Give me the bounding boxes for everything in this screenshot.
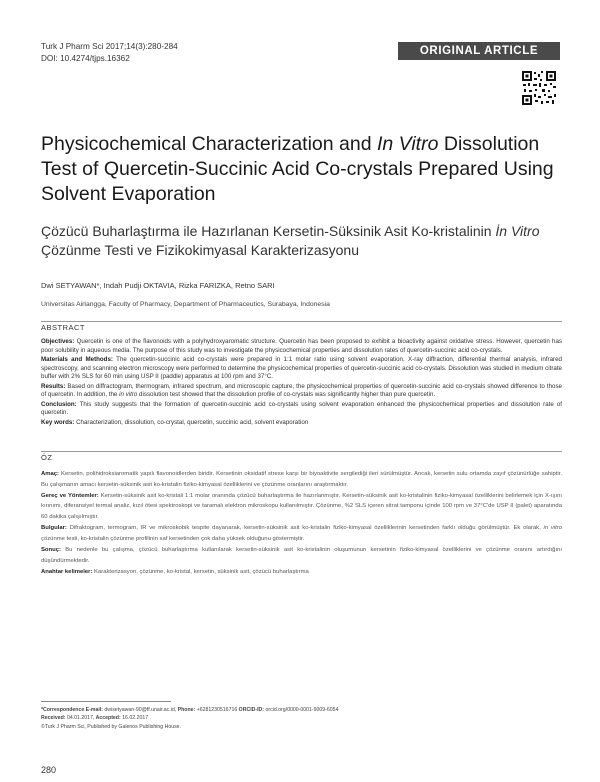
orcid-label: ORCID-ID: — [237, 707, 265, 713]
phone-label: Phone: — [176, 707, 196, 713]
anahtar-text: Karakterizasyon, çözünme, ko-kristal, kersetin, süksinik asit, çözücü buharlaştırma — [92, 568, 309, 575]
results-label: Results: — [41, 382, 66, 390]
keywords-label: Key words: — [41, 418, 75, 426]
abstract-methods — [41, 356, 562, 382]
orcid-value[interactable]: orcid.org/0000-0001-9009-6054 — [264, 707, 339, 713]
copyright-line: ©Turk J Pharm Sci, Published by Galenos Publishing House. — [41, 723, 182, 730]
methods-text: The quercetin-succinic acid co-crystals were prepared in 1:1 molar ratio using solvent evaporation. X-ray diffraction, differential thermal analysis, infrared spectroscopy, and scanning electron microscopy were performed to determine the physicochemical properties of quercetin-succinic acid co-crystals. Dissolution was studied in medium citrate buffer with 2% SLS for 60 min using USP II (paddle) apparatus at 100 rpm and 37°C. — [41, 356, 562, 381]
bulgular-text-pre: Difraktogram, termogram, IR ve mikroskobik tespite dayanarak, kersetin-süksinik asit ko-kristalin fiziko-kimyasal özelliklerinin kersetinden farklı olduğu görülmüştür. Ek olarak, — [66, 525, 544, 532]
abstract-heading-bar — [41, 321, 562, 334]
abstract-objectives — [41, 338, 562, 355]
gerec-label: Gereç ve Yöntemler: — [41, 492, 99, 499]
oz-gerec — [41, 491, 562, 523]
conclusion-label: Conclusion: — [41, 400, 77, 408]
objectives-label: Objectives: — [41, 338, 75, 345]
abstract-keywords — [41, 419, 562, 428]
title-italic: In Vitro — [377, 133, 439, 155]
article-type-banner — [398, 42, 560, 60]
abstract-heading: ABSTRACT — [41, 323, 86, 332]
phone-value: +6281230516716 — [195, 707, 238, 713]
title-part2: Dissolution Test of Quercetin-Succinic Acid Co-crystals Prepared Using Solvent Evaporation — [41, 133, 554, 205]
subtitle-italic: İn Vitro — [495, 223, 540, 239]
results-text-post: dissolution test showed that the dissolution profile of co-crystals was significantly higher than pure quercetin. — [137, 391, 436, 399]
article-subtitle-turkish — [41, 222, 571, 260]
corr-label: *Correspondence E-mail: — [41, 707, 103, 713]
authors-line: Dwi SETYAWAN*, Indah Pudji OKTAVIA, Rizka FARIZKA, Retno SARI — [41, 281, 275, 290]
subtitle-part2: Çözünme Testi ve Fizikokimyasal Karakterizasyonu — [41, 242, 359, 258]
received-value: 04.01.2017, — [65, 715, 95, 722]
page-number: 280 — [41, 765, 57, 775]
oz-body — [41, 469, 562, 578]
results-italic: in vitro — [119, 391, 138, 399]
oz-amac — [41, 469, 562, 490]
journal-line: Turk J Pharm Sci 2017;14(3):280-284 — [41, 42, 178, 51]
gerec-text: Kersetin-süksinik asit ko-kristali 1:1 molar oranında çözücü buharlaştırma ile hazırlanmıştır. Kersetin-süksinik asit ko-kristalinin fiziko-kimyasal özelliklerini belirlemek için X-ışını kırınımı, diferansiyel termal analiz, kızıl ötesi spektroskopi ve taramalı elektron mikroskopu kullanılmıştır. Çözünme, %2 SLS içeren sitrat tamponu içinde 100 rpm ve 37°C'de USP II (palet) aparatında 60 dakika çalışılmıştır. — [41, 492, 562, 520]
bulgular-label: Bulgular: — [41, 525, 67, 532]
abstract-conclusion — [41, 401, 562, 418]
anahtar-label: Anahtar kelimeler: — [41, 568, 93, 575]
oz-anahtar — [41, 567, 562, 578]
keywords-text: Characterization, dissolution, co-crystal, quercetin, succinic acid, solvent evaporation — [74, 418, 309, 426]
bulgular-italic: in vitro — [543, 525, 562, 532]
subtitle-part1: Çözücü Buharlaştırma ile Hazırlanan Kersetin-Süksinik Asit Ko-kristalinin — [41, 223, 496, 239]
conclusion-text: This study suggests that the formation of quercetin-succinic acid co-crystals using solvent evaporation enhanced the physicochemical properties and dissolution rate of quercetin. — [41, 400, 562, 417]
title-part1: Physicochemical Characterization and — [41, 133, 377, 155]
affiliation-line: Universitas Airlangga, Faculty of Pharmacy, Department of Pharmaceutics, Surabaya, Indonesia — [41, 301, 330, 308]
doi-line: DOI: 10.4274/tjps.16362 — [41, 54, 130, 63]
dates-line — [41, 714, 338, 722]
article-type-label: ORIGINAL ARTICLE — [419, 45, 539, 57]
results-text-pre: Based on diffractogram, thermogram, infrared spectrum, and microscopic capture, the physicochemical properties of quercetin-succinic acid co-crystals showed difference to those of quercetin. In addition, the — [41, 382, 562, 399]
objectives-text: Quercetin is one of the flavonoids with a polyhydroxyaromatic structure. Quercetin has been proposed to exhibit a bioactivity against oxidative stress. However, quercetin has poor solubility in aqueous media. The purpose of this study was to investigate the physicochemical properties and dissolution rates of quercetin-succinic acid co-crystals. — [41, 338, 562, 354]
accepted-label: Accepted: — [94, 715, 121, 722]
oz-heading-bar — [41, 451, 562, 464]
sonuc-text: Bu nedenle bu çalışma, çözücü buharlaştırma kullanılarak kersetin-süksinik asit ko-kristalinin oluşumunun kersetinin fiziko-kimyasal özelliklerini ve çözünme oranını artırdığını düşündürmektedir. — [41, 546, 562, 564]
article-title — [41, 132, 571, 207]
amac-text: Kersetin, polihidroksiaromatik yapılı flavonoidlerden biridir. Kersetinin oksidatif strese karşı bir biyoaktivite sergilediği ileri sürülmüştür. Ancak, kersetin sulu ortamda zayıf çözünürlüğe sahiptir. Bu çalışmanın amacı kersetin-süksinik asit ko-kristalin fiziko-kimyasal özelliklerini ve çözünme oranlarını araştırmaktır. — [41, 471, 562, 488]
footnote-block — [41, 706, 338, 731]
qr-code-icon — [521, 70, 557, 106]
oz-sonuc — [41, 545, 562, 566]
bulgular-text-post: çözünme testi, ko-kristalin çözünme profilinin saf kersetinden çok daha yüksek olduğunu göstermiştir. — [41, 535, 305, 542]
sonuc-label: Sonuç: — [41, 546, 61, 553]
corr-email[interactable]: dwisetyawan-90@ff.unair.ac.id, — [102, 707, 177, 713]
amac-label: Amaç: — [41, 471, 60, 477]
correspondence-line — [41, 706, 338, 714]
abstract-body — [41, 338, 562, 428]
footer-rule — [41, 701, 171, 702]
received-label: Received: — [41, 715, 66, 722]
oz-bulgular — [41, 523, 562, 544]
methods-label: Materials and Methods: — [41, 356, 113, 363]
abstract-results — [41, 383, 562, 400]
accepted-value: 16.02.2017 — [120, 715, 149, 722]
oz-heading: ÖZ — [41, 453, 53, 462]
journal-citation — [41, 41, 178, 65]
